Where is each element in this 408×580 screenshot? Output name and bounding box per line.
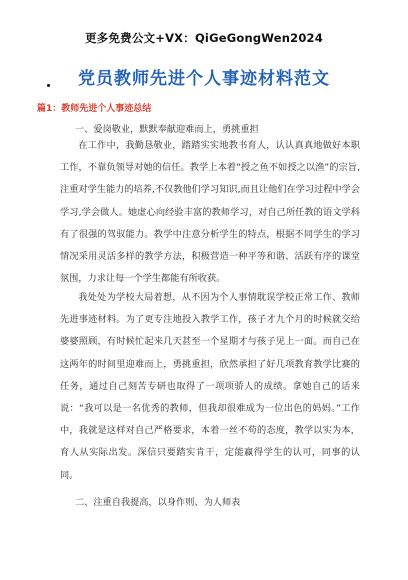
subheading-1: 一、爱岗敬业，默默奉献迎难而上，勇挑重担 — [75, 124, 259, 135]
subheading-2: 二、注重自我提高，以身作则、为人师表 — [75, 497, 241, 508]
paragraph-text: 我处处为学校大局着想，从不因为个人事情耽误学校正常工作、教师先进事迹材料。为了更专注地投入教学工作，孩子才九个月的时候就交给婆婆照顾，有时候忙起来几天甚至一个星期才与孩子见上一面。而自己在这两年的时间里迎难而上，勇挑重担，欣然承担了好几项教育教学比赛的任务，通过自己刻苦专研也取得了一项项骄人的成绩。拿她自己的话来说：“我可以是一名优秀的教师，但我却很难成为一位出色的妈妈。”工作中，我就是这样对自己严格要求，本着一丝不苟的态度，教学以实为本，育人从实际出发。深信只要踏实肯干，定能赢得学生的认可，同事的认同。 — [60, 292, 360, 481]
section-heading: 篇1：教师先进个人事迹总结 — [37, 104, 152, 114]
body-paragraph-2 — [60, 287, 360, 487]
body-paragraph-1 — [60, 135, 360, 290]
bullet-dot — [47, 84, 50, 87]
paragraph-text: 在工作中，我勤恳敬业，踏踏实实地教书育人，认认真真地做好本职工作，不靠负领导对她的信任。教学上本着“授之鱼不如授之以渔”的宗旨,注重对学生能力的培养,不仅教他们学习知识,而且让他们在学习过程中学会学习,学会做人。她虚心向经验丰富的教师学习，对自己所任教的语文学科有了很强的驾驭能力。教学中注意分析学生的特点，根据不同学生的学习情况采用灵活多样的教学方法，积极营造一种平等和谐、活跃有序的课堂氛围，力求让每一个学生都能有所收获。 — [60, 140, 360, 285]
page-title: 党员教师先进个人事迹材料范文 — [78, 69, 330, 89]
header-banner: 更多免费公文+VX：QiGeGongWen2024 — [85, 31, 323, 45]
